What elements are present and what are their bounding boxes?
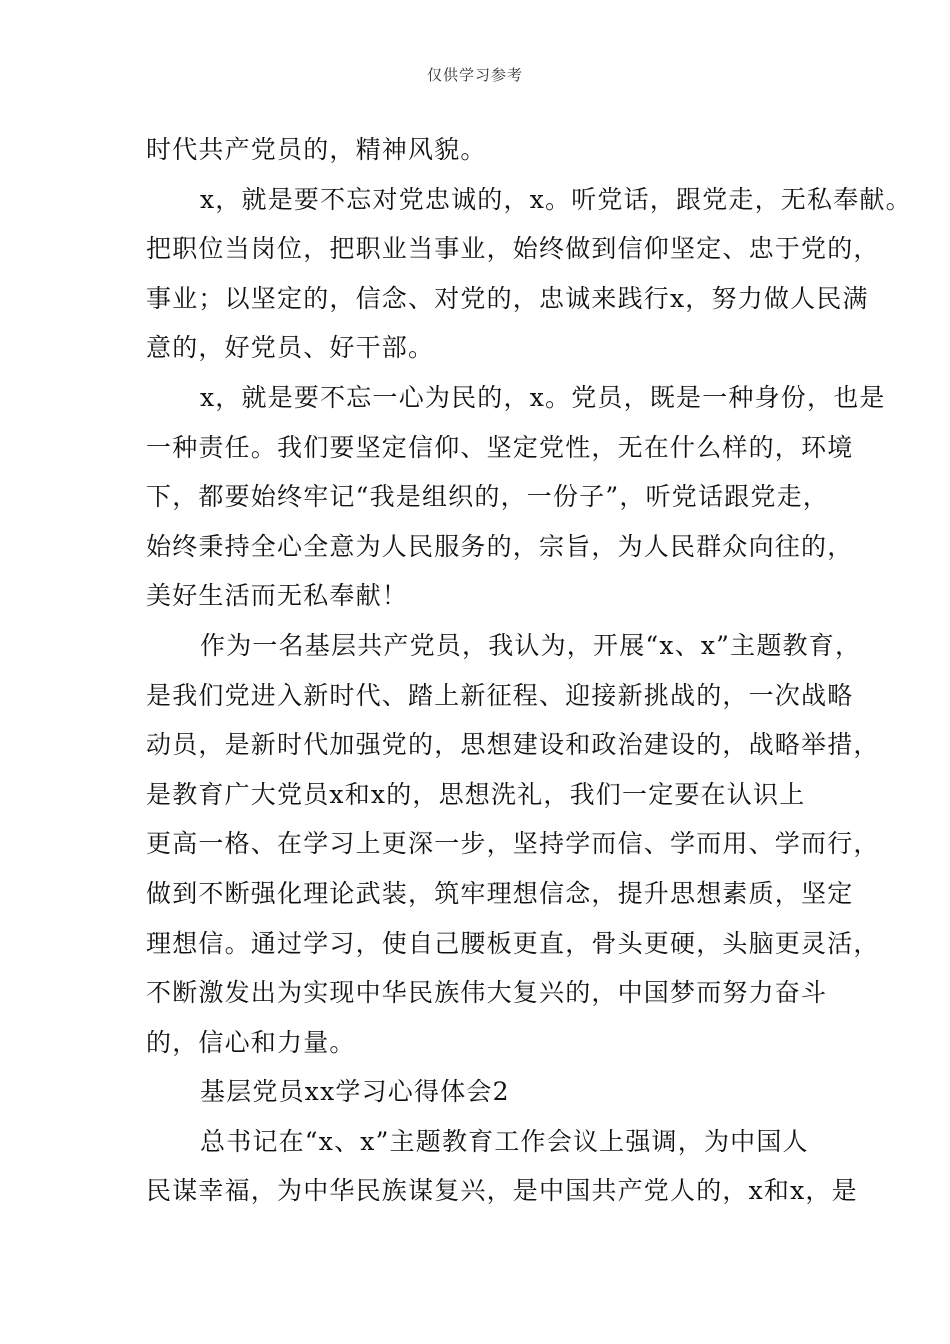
- text-line: 意的，好党员、好干部。: [146, 333, 435, 363]
- text-line: 事业；以坚定的，信念、对党的，忠诚来践行x，努力做人民满: [146, 283, 869, 313]
- text-line: x，就是要不忘一心为民的，x。党员，既是一种身份，也是: [200, 382, 886, 412]
- text-line: 的，信心和力量。: [146, 1027, 356, 1057]
- text-line: 作为一名基层共产党员，我认为，开展“x、x”主题教育，: [200, 630, 862, 660]
- text-line: 始终秉持全心全意为人民服务的，宗旨，为人民群众向往的，: [146, 531, 854, 561]
- document-body: [146, 125, 912, 1216]
- text-line: 民谋幸福，为中华民族谋复兴，是中国共产党人的，x和x，是: [146, 1176, 858, 1206]
- text-line: 把职位当岗位，把职业当事业，始终做到信仰坚定、忠于党的，: [146, 234, 880, 264]
- text-line: 时代共产党员的，精神风貌。: [146, 135, 487, 164]
- text-line: 一种责任。我们要坚定信仰、坚定党性，无在什么样的，环境: [146, 432, 854, 462]
- text-line: x，就是要不忘对党忠诚的，x。听党话，跟党走，无私奉献。: [200, 184, 912, 214]
- text-line: 不断激发出为实现中华民族伟大复兴的，中国梦而努力奋斗: [146, 978, 828, 1008]
- text-line: 理想信。通过学习，使自己腰板更直，骨头更硬，头脑更灵活，: [146, 928, 880, 958]
- section-heading: 基层党员xx学习心得体会2: [200, 1077, 510, 1107]
- page-header: 仅供学习参考: [426, 66, 523, 84]
- text-line: 是教育广大党员x和x的，思想洗礼，我们一定要在认识上: [146, 779, 806, 809]
- text-line: 总书记在“x、x”主题教育工作会议上强调，为中国人: [200, 1126, 809, 1156]
- text-line: 下，都要始终牢记“我是组织的，一份子”，听党话跟党走，: [146, 482, 829, 512]
- text-line: 更高一格、在学习上更深一步，坚持学而信、学而用、学而行，: [146, 829, 880, 859]
- text-line: 是我们党进入新时代、踏上新征程、迎接新挑战的，一次战略: [146, 680, 854, 710]
- text-line: 做到不断强化理论武装，筑牢理想信念，提升思想素质，坚定: [146, 878, 854, 908]
- text-line: 动员，是新时代加强党的，思想建设和政治建设的，战略举措，: [146, 730, 880, 760]
- text-line: 美好生活而无私奉献！: [146, 581, 409, 611]
